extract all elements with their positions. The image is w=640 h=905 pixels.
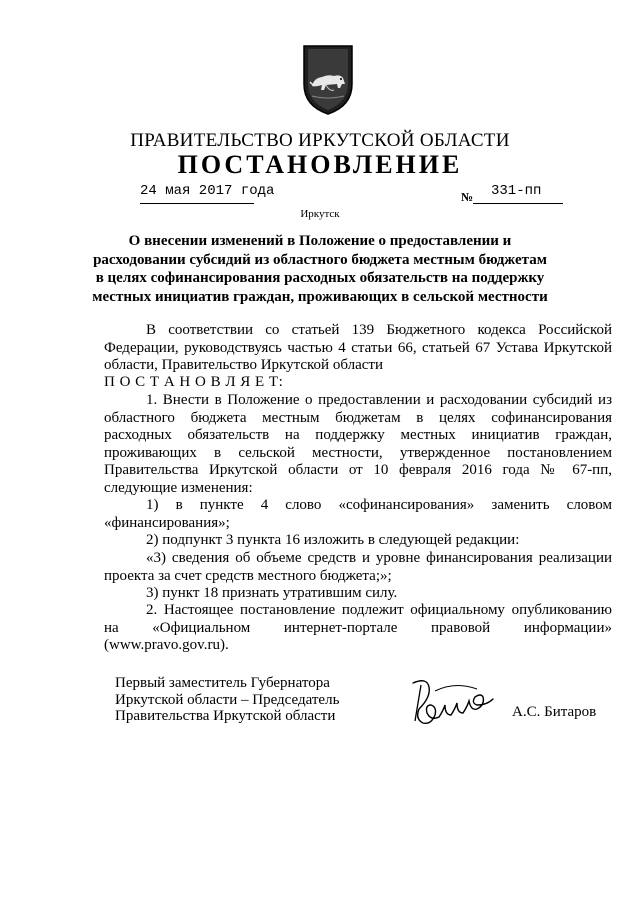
- government-name: ПРАВИТЕЛЬСТВО ИРКУТСКОЙ ОБЛАСТИ: [130, 130, 510, 151]
- document-type: ПОСТАНОВЛЕНИЕ: [177, 150, 463, 179]
- date-underline: [140, 203, 254, 204]
- position-line: Иркутской области – Председатель: [115, 691, 340, 708]
- document-date: 24 мая 2017 года: [140, 183, 275, 199]
- item-1-2-text-paragraph: «3) сведения об объеме средств и уровне финансирования реализации проекта за счет средств местного бюджета;»;: [104, 550, 612, 584]
- preamble-paragraph: В соответствии со статьей 139 Бюджетного кодекса Российской Федерации, руководствуясь частью 4 статьи 66, статьей 67 Устава Иркутской области, Правительство Иркутской области: [104, 322, 612, 373]
- number-sign: №: [461, 190, 474, 204]
- signatory-name: А.С. Битаров: [512, 704, 597, 720]
- document-heading: О внесении изменений в Положение о предоставлении и расходовании субсидий из областного бюджета местным бюджетам в целях софинансирования расходных обязательств на поддержку местных инициатив граждан, проживающих в сельской местности: [92, 233, 548, 305]
- document-number: 331-пп: [491, 183, 542, 199]
- item-1-2-paragraph: 2) подпункт 3 пункта 16 изложить в следующей редакции:: [146, 532, 520, 548]
- item-1-1-paragraph: 1) в пункте 4 слово «софинансирования» заменить словом «финансирования»;: [104, 497, 612, 531]
- position-line: Первый заместитель Губернатора: [115, 675, 330, 691]
- position-line: Правительства Иркутской области: [115, 708, 336, 724]
- item-2-paragraph: 2. Настоящее постановление подлежит официальному опубликованию на «Официальном интернет-портале правовой информации» (www.pravo.gov.ru).: [104, 602, 612, 653]
- resolves-line: П О С Т А Н О В Л Я Е Т:: [104, 374, 284, 390]
- handwritten-signature: [405, 675, 497, 730]
- number-underline: [473, 203, 563, 204]
- item-1-paragraph: 1. Внести в Положение о предоставлении и расходовании субсидий из областного бюджета местным бюджетам в целях софинансирования расходных обязательств на поддержку местных инициатив граждан, проживающих в сельской местности, утвержденное постановлением Правительства Иркутской области от 10 февраля 2016 года № 67-пп, следующие изменения:: [104, 392, 612, 496]
- signatory-position: [115, 675, 339, 725]
- coat-of-arms-icon: [300, 40, 356, 116]
- city: Иркутск: [300, 208, 340, 220]
- item-1-3-paragraph: 3) пункт 18 признать утратившим силу.: [146, 585, 398, 601]
